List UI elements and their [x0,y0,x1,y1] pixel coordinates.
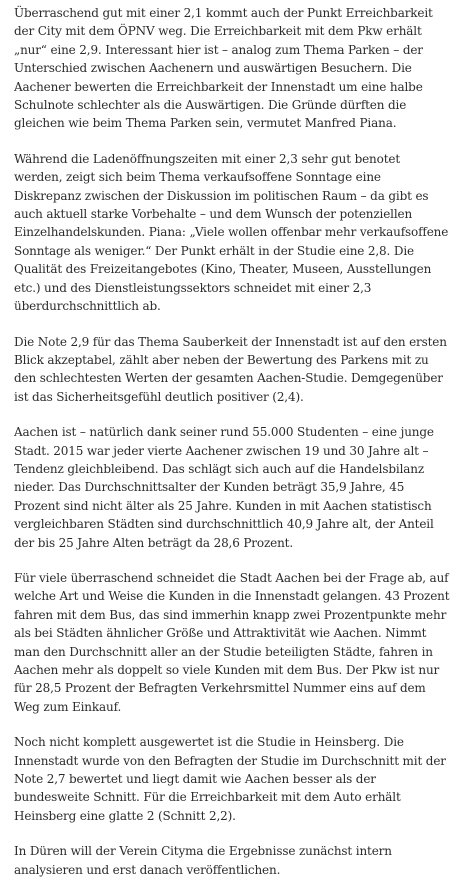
paragraph-erreichbarkeit: Überraschend gut mit einer 2,1 kommt auch der Punkt Erreichbarkeit der City mit dem ÖPNV weg. Die Erreichbarkeit mit dem Pkw erhält „nur“ eine 2,9. Interessant hier ist – analog zum Thema Parken – der Unterschied zwischen Aachenern und auswärtigen Besuchern. Die Aachener bewerten die Erreichbarkeit der Innenstadt um eine halbe Schulnote schlechter als die Auswärtigen. Die Gründe dürften die gleichen wie beim Thema Parken sein, vermutet Manfred Piana. [14,6,433,131]
paragraph-heinsberg: Noch nicht komplett ausgewertet ist die Studie in Heinsberg. Die Innenstadt wurde von den Befragten der Studie im Durchschnitt mit der Note 2,7 bewertet und liegt damit wie Aachen besser als der bundesweite Schnitt. Für die Erreichbarkeit mit dem Auto erhält Heinsberg eine glatte 2 (Schnitt 2,2). [14,735,446,823]
paragraph-ladenoeffnungszeiten: Während die Ladenöffnungszeiten mit einer 2,3 sehr gut benotet werden, zeigt sich beim Thema verkaufsoffene Sonntage eine Diskrepanz zwischen der Diskussion im politischen Raum – da gibt es auch aktuell starke Vorbehalte – und dem Wunsch der potenziellen Einzelhandelskunden. Piana: „Viele wollen offenbar mehr verkaufsoffene Sonntage als weniger.“ Der Punkt erhält in der Studie eine 2,8. Die Qualität des Freizeitangebotes (Kino, Theater, Museen, Ausstellungen etc.) und des Dienstleistungssektors schneidet mit einer 2,3 überdurchschnittlich ab. [14,151,449,314]
paragraph-sauberkeit: Die Note 2,9 für das Thema Sauberkeit der Innenstadt ist auf den ersten Blick akzeptabel, zählt aber neben der Bewertung des Parkens mit zu den schlechtesten Werten der gesamten Aachen-Studie. Demgegenüber ist das Sicherheitsgefühl deutlich positiver (2,4). [14,334,447,404]
paragraph-junge-stadt: Aachen ist – natürlich dank seiner rund 55.000 Studenten – eine junge Stadt. 2015 war jeder vierte Aachener zwischen 19 und 30 Jahre alt – Tendenz gleichbleibend. Das schlägt sich auch auf die Handelsbilanz nieder. Das Durchschnittsalter der Kunden beträgt 35,9 Jahre, 45 Prozent sind nicht älter als 25 Jahre. Kunden in mit Aachen statistisch vergleichbaren Städten sind durchschnittlich 40,9 Jahre alt, der Anteil der bis 25 Jahre Alten beträgt da 28,6 Prozent. [14,425,434,550]
paragraph-dueren: In Düren will der Verein Cityma die Ergebnisse zunächst intern analysieren und erst danach veröffentlichen. [14,844,392,877]
paragraph-verkehrsmittel: Für viele überraschend schneidet die Stadt Aachen bei der Frage ab, auf welche Art und Weise die Kunden in die Innenstadt gelangen. 43 Prozent fahren mit dem Bus, das sind immerhin knapp zwei Prozentpunkte mehr als bei Städten ähnlicher Größe und Attraktivität wie Aachen. Nimmt man den Durchschnitt aller an der Studie beteiligten Städte, fahren in Aachen mehr als doppelt so viele Kunden mit dem Bus. Der Pkw ist nur für 28,5 Prozent der Befragten Verkehrsmittel Nummer eins auf dem Weg zum Einkauf. [14,570,450,714]
